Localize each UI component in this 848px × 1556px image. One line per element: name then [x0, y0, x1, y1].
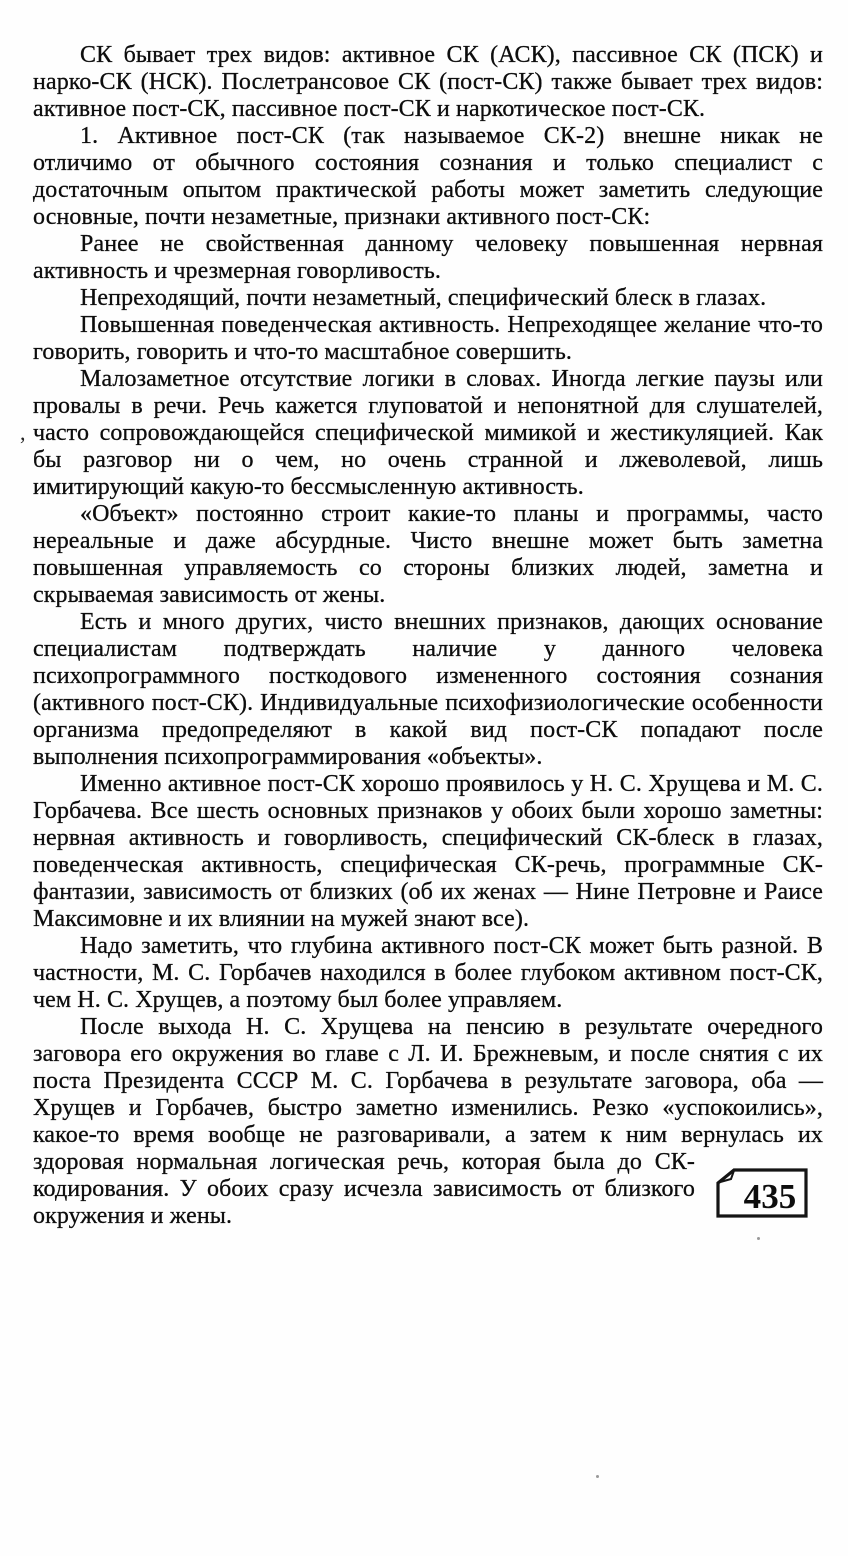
paragraph-sign-nervous-activity: Ранее не свойственная данному человеку повышенная нервная активность и чрезмерная говорливость.: [33, 231, 823, 284]
paragraph-sign-plans-programs: «Объект» постоянно строит какие-то планы и программы, часто нереальные и даже абсурдные. Чисто внешне может быть заметна повышенная управляемость со стороны близких людей, заметна и скрываемая зависимость от жены.: [33, 501, 823, 608]
page-number-box: [715, 1167, 809, 1219]
paragraph-after-retirement: [33, 1014, 823, 1230]
paragraph-text-before-box: После выхода Н. С. Хрущева на пенсию в результате очередного заговора его окружения во главе с Л. И. Брежневым, и после снятия с их поста Президента СССР М. С. Горбачева в результате заговора, оба — Хрущев и Горбачев, быстро заметно изменились. Резко «успокоились», какое-то время вообще не разговаривали, а затем к ним вернулась их здоровая нормальная: [33, 1014, 823, 1175]
paragraph-text-after-box: логическая речь, которая была до СК-кодирования. У обоих сразу исчезла зависимость от близкого окружения и жены.: [33, 1149, 696, 1229]
paragraph-sign-behavioral-activity: Повышенная поведенческая активность. Непреходящее желание что-то говорить, говорить и что-то масштабное совершить.: [33, 312, 823, 365]
paragraph-active-post-sk-intro: 1. Активное пост-СК (так называемое СК-2) внешне никак не отличимо от обычного состояния сознания и только специалист с достаточным опытом практической работы может заметить следующие основные, почти незаметные, признаки активного пост-СК:: [33, 123, 823, 230]
page-number: 435: [743, 1177, 797, 1216]
text-block: [33, 42, 823, 1230]
paragraph-khrushchev-gorbachev: Именно активное пост-СК хорошо проявилось у Н. С. Хрущева и М. С. Горбачева. Все шесть основных признаков у обоих были хорошо заметны: нервная активность и говорливость, специфический СК-блеск в глазах, поведенческая активность, специфическая СК-речь, программные СК-фантазии, зависимость от близких (об их женах — Нине Петровне и Раисе Максимовне и их влиянии на мужей знают все).: [33, 771, 823, 932]
paragraph-post-sk-depth: Надо заметить, что глубина активного пост-СК может быть разной. В частности, М. С. Горбачев находился в более глубоком активном пост-СК, чем Н. С. Хрущев, а поэтому был более управляем.: [33, 933, 823, 1013]
scan-noise-dot: [757, 1237, 760, 1240]
paragraph-sign-eye-gleam: Непреходящий, почти незаметный, специфический блеск в глазах.: [80, 285, 767, 311]
paragraph-sign-speech-logic: Малозаметное отсутствие логики в словах. Иногда легкие паузы или провалы в речи. Речь кажется глуповатой и непонятной для слушателей, часто сопровождающейся специфической мимикой и жестикуляцией. Как бы разговор ни о чем, но очень странной и лжеволевой, лишь имитирующий какую-то бессмысленную активность.: [33, 366, 823, 500]
margin-mark-artifact: ,: [20, 420, 26, 445]
paragraph-other-signs: Есть и много других, чисто внешних признаков, дающих основание специалистам подтверждать наличие у данного человека психопрограммного посткодового измененного состояния сознания (активного пост-СК). Индивидуальные психофизиологические особенности организма предопределяют в какой вид пост-СК попадают после выполнения психопрограммирования «объекты».: [33, 609, 823, 770]
paragraph-sk-types: СК бывает трех видов: активное СК (АСК), пассивное СК (ПСК) и нарко-СК (НСК). Послетрансовое СК (пост-СК) также бывает трех видов: активное пост-СК, пассивное пост-СК и наркотическое пост-СК.: [33, 42, 823, 122]
scan-noise-dot: [596, 1475, 599, 1478]
